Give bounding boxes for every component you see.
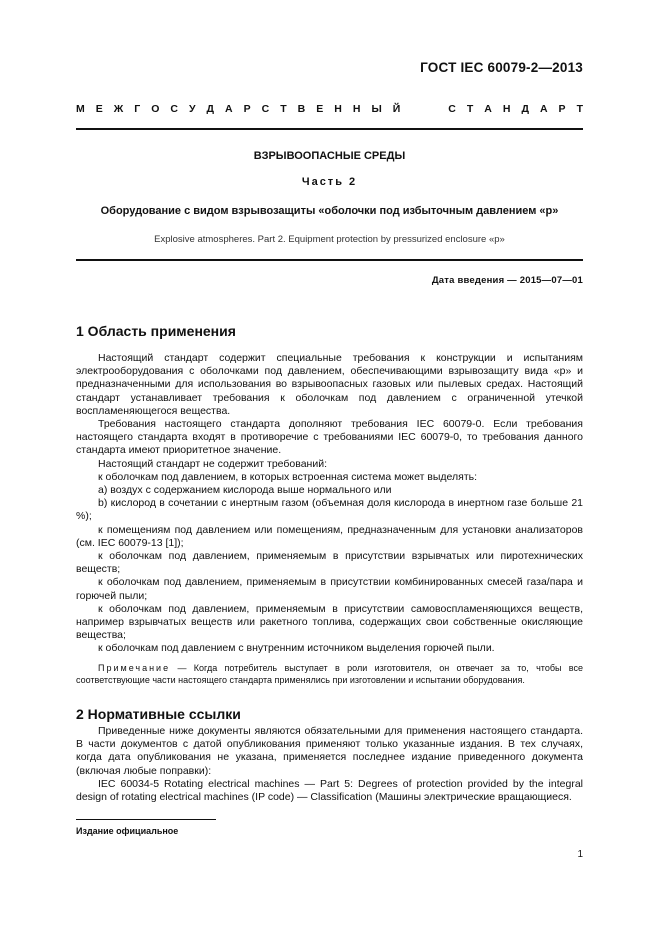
- banner-letter: Ы: [371, 103, 382, 115]
- banner-letter: Н: [352, 103, 361, 115]
- paragraph: Приведенные ниже документы являются обязательными для применения настоящего стандарта. В части документов с датой опубликования применяют только указанные издания. В тех случаях, когда дата опубликования не указана, применяется последнее издание приведенного документа (включая любые поправки):: [76, 725, 583, 777]
- paragraph: Настоящий стандарт содержит специальные требования к конструкции и испытаниям электрооборудования с оболочками под давлением, обеспечивающими взрывозащиту вида «р» и предназначенными для использования во взрывоопасных газовых или пылевых средах. Настоящий стандарт устанавливает требования к оболочкам под давлением с ограниченной утечкой воспламеняющегося вещества.: [76, 352, 583, 417]
- paragraph: к оболочкам под давлением, применяемым в присутствии взрывчатых или пиротехнических веществ;: [76, 550, 583, 576]
- note-text: — Когда потребитель выступает в роли изготовителя, он отвечает за то, чтобы все соответствующие части настоящего стандарта применялись при изготовлении и испытании оборудования.: [76, 662, 583, 685]
- note: [76, 662, 583, 686]
- banner-letter: А: [484, 103, 492, 115]
- paragraph: к оболочкам под давлением, применяемым в присутствии комбинированных смесей газа/пара и горючей пыли;: [76, 576, 583, 602]
- banner-letter: М: [76, 103, 85, 115]
- page-number: 1: [577, 849, 583, 860]
- paragraph: к оболочкам под давлением с внутренним источником выделения горючей пыли.: [98, 642, 495, 655]
- section-2-heading: 2 Нормативные ссылки: [76, 706, 241, 722]
- interstate-standard-banner: [76, 103, 583, 115]
- document-title: ВЗРЫВООПАСНЫЕ СРЕДЫ: [253, 150, 406, 162]
- banner-letter: С: [170, 103, 178, 115]
- paragraph: к помещениям под давлением или помещениям, предназначенным для установки анализаторов (см. IEC 60079-13 [1]);: [76, 523, 583, 549]
- paragraph: к оболочкам под давлением, в которых встроенная система может выделять:: [98, 470, 478, 483]
- banner-letter: О: [151, 103, 160, 115]
- banner-letter: У: [188, 103, 196, 115]
- banner-letter: Т: [576, 103, 583, 115]
- paragraph: к оболочкам под давлением, применяемым в присутствии самовоспламеняющихся веществ, например взрывчатых веществ или ракетного топлива, содержащих свои собственные окисляющие вещества;: [76, 602, 583, 642]
- section-2-body: [76, 725, 583, 804]
- list-item: а) воздух с содержанием кислорода выше нормального или: [98, 484, 392, 497]
- banner-letter: Н: [502, 103, 511, 115]
- introduction-date: Дата введения — 2015—07—01: [431, 275, 583, 286]
- banner-letter: Н: [334, 103, 342, 115]
- english-title: Explosive atmospheres. Part 2. Equipment protection by pressurized enclosure «p»: [154, 234, 505, 245]
- footer-divider: [76, 819, 216, 820]
- banner-letter: Р: [558, 103, 566, 115]
- paragraph: Требования настоящего стандарта дополняют требования IEC 60079-0. Если требования настоящего стандарта входят в противоречие с требованиями IEC 60079-0, то требования данного стандарта имеют приоритетное значение.: [76, 418, 583, 457]
- list-item: b) кислород в сочетании с инертным газом (объемная доля кислорода в инертном газе больше 21 %);: [76, 497, 583, 523]
- banner-letter: В: [297, 103, 306, 115]
- section-1-heading: 1 Область применения: [76, 323, 236, 339]
- banner-letter: С: [448, 103, 456, 115]
- banner-letter: А: [225, 103, 233, 115]
- banner-letter: Е: [95, 103, 103, 115]
- standard-number: ГОСТ IEC 60079-2—2013: [420, 60, 583, 75]
- banner-letter: Р: [243, 103, 251, 115]
- banner-letter: Й: [392, 103, 401, 115]
- paragraph: Настоящий стандарт не содержит требований:: [98, 457, 327, 470]
- banner-letter: Г: [134, 103, 141, 115]
- banner-letter: Д: [521, 103, 529, 115]
- header-divider: [76, 128, 583, 130]
- banner-letter: Д: [206, 103, 215, 115]
- title-divider: [76, 259, 583, 261]
- part-label: Часть 2: [301, 176, 358, 188]
- paragraph: IEC 60034-5 Rotating electrical machines — Part 5: Degrees of protection provided by the integral design of rotating electrical machines (IP code) — Classification (Машины электрические вращающиеся.: [76, 777, 583, 804]
- document-subtitle: Оборудование с видом взрывозащиты «оболочки под избыточным давлением «р»: [100, 205, 559, 217]
- edition-label: Издание официальное: [76, 826, 179, 836]
- banner-letter: Ж: [113, 103, 124, 115]
- banner-letter: С: [261, 103, 270, 115]
- banner-spacer: [411, 103, 437, 115]
- section-1-body: [76, 352, 583, 686]
- note-label: Примечание: [98, 662, 171, 673]
- banner-letter: Е: [316, 103, 324, 115]
- banner-letter: Т: [280, 103, 287, 115]
- banner-letter: Т: [466, 103, 474, 115]
- banner-letter: А: [539, 103, 548, 115]
